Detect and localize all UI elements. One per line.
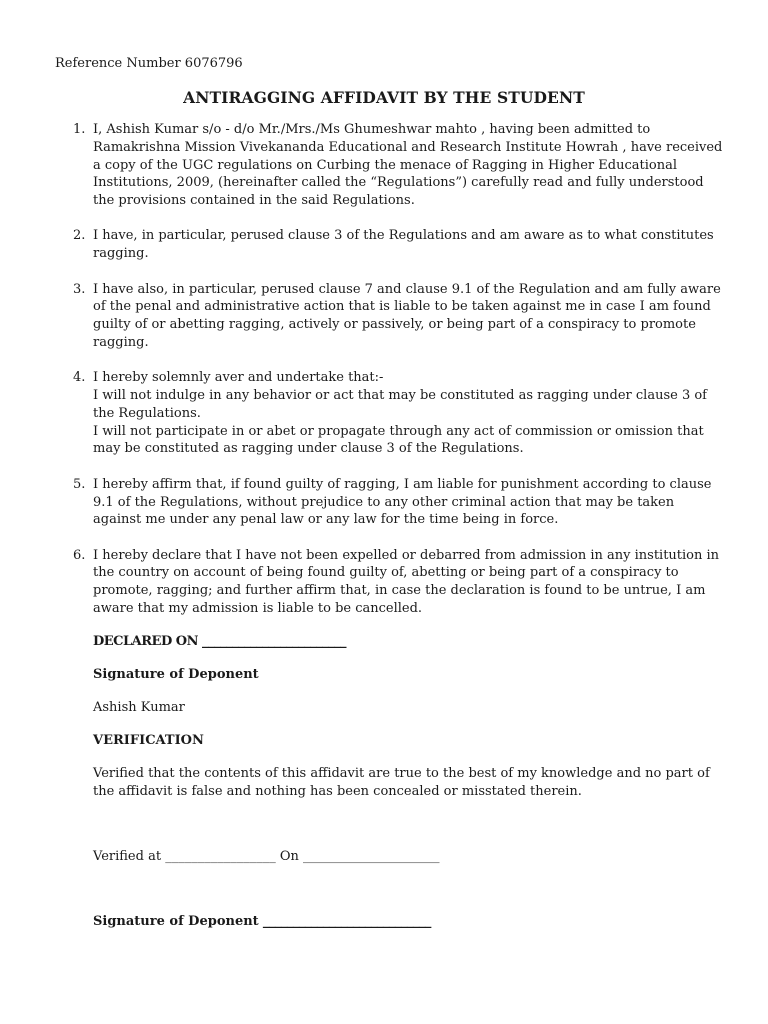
verification-line: Verified that the contents of this affidavit are true to the best of my knowledge and no part of <box>93 766 710 781</box>
on-label: On <box>279 849 299 864</box>
clause-line: against me under any penal law or any law for the time being in force. <box>93 512 559 528</box>
clause-line: ragging. <box>93 334 149 350</box>
clause-number: 2. <box>73 228 86 244</box>
clause-line: I hereby declare that I have not been expelled or debarred from admission in any institution in <box>93 547 720 563</box>
clause-line: a copy of the UGC regulations on Curbing the menace of Ragging in Higher Educational <box>93 157 677 173</box>
verification-statement <box>93 765 723 801</box>
deponent-name: Ashish Kumar <box>93 700 185 715</box>
clause-line: Ramakrishna Mission Vivekananda Educational and Research Institute Howrah , have received <box>93 139 723 155</box>
verification-heading: VERIFICATION <box>93 733 204 748</box>
clause-1 <box>73 121 723 210</box>
clause-line: I hereby affirm that, if found guilty of ragging, I am liable for punishment according to clause <box>93 476 712 492</box>
final-signature-line <box>93 913 431 931</box>
clause-3 <box>73 281 723 352</box>
clause-line: I will not indulge in any behavior or act that may be constituted as ragging under clause 3 of <box>93 388 707 404</box>
document-title: ANTIRAGGING AFFIDAVIT BY THE STUDENT <box>183 88 585 107</box>
clause-number: 4. <box>73 370 86 386</box>
declared-on-line: DECLARED ON ________________________ <box>93 634 347 649</box>
clause-line: the provisions contained in the said Regulations. <box>93 193 415 209</box>
clause-5 <box>73 476 723 529</box>
clause-6 <box>73 547 723 618</box>
clause-line: may be constituted as ragging under clause 3 of the Regulations. <box>93 441 524 457</box>
verification-line: the affidavit is false and nothing has been concealed or misstated therein. <box>93 783 582 799</box>
clause-line: guilty of or abetting ragging, actively or passively, or being part of a conspiracy to promote <box>93 317 696 333</box>
clause-line: I, Ashish Kumar s/o - d/o Mr./Mrs./Ms Ghumeshwar mahto , having been admitted to <box>93 122 651 137</box>
clause-line: I have, in particular, perused clause 3 of the Regulations and am aware as to what constitutes <box>93 228 714 244</box>
signature-of-deponent-label: Signature of Deponent <box>93 667 259 682</box>
clause-number: 3. <box>73 281 86 297</box>
clause-line: aware that my admission is liable to be cancelled. <box>93 601 423 617</box>
clause-2 <box>73 227 723 263</box>
clause-line: Institutions, 2009, (hereinafter called the “Regulations”) carefully read and fully understood <box>93 175 704 191</box>
verified-at-line <box>93 848 440 866</box>
clause-line: of the penal and administrative action that is liable to be taken against me in case I am found <box>93 299 711 315</box>
clause-line: the country on account of being found guilty of, abetting or being part of a conspiracy to <box>93 565 679 581</box>
clause-line: I will not participate in or abet or propagate through any act of commission or omission that <box>93 423 704 439</box>
clause-list <box>73 121 723 635</box>
verified-at-blank: _________________ <box>165 849 276 864</box>
reference-number: Reference Number 6076796 <box>55 56 243 71</box>
verified-at-label: Verified at <box>93 849 162 864</box>
clause-number: 6. <box>73 547 86 563</box>
final-signature-label: Signature of Deponent <box>93 914 259 929</box>
on-blank: _____________________ <box>303 849 440 864</box>
clause-number: 1. <box>73 122 86 137</box>
clause-line: ragging. <box>93 246 149 262</box>
clause-line: I have also, in particular, perused clause 7 and clause 9.1 of the Regulation and am fully aware <box>93 281 721 297</box>
clause-number: 5. <box>73 476 86 492</box>
clause-line: I hereby solemnly aver and undertake that:- <box>93 370 384 386</box>
clause-line: promote, ragging; and further affirm that, in case the declaration is found to be untrue, I am <box>93 583 706 599</box>
final-signature-blank: ____________________________ <box>262 914 431 929</box>
clause-line: the Regulations. <box>93 405 201 421</box>
clause-line: 9.1 of the Regulations, without prejudice to any other criminal action that may be taken <box>93 494 675 510</box>
clause-4 <box>73 369 723 458</box>
